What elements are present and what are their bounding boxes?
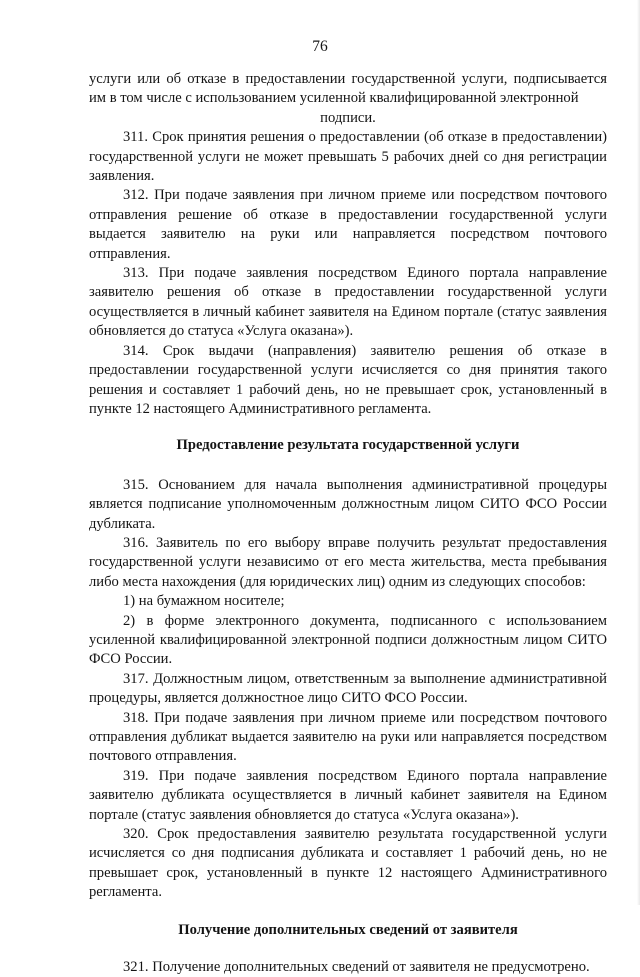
paragraph-311: 311. Срок принятия решения о предоставлении (об отказе в предоставлении) государственной услуги не может превышать 5 рабочих дней со дня регистрации заявления.	[89, 129, 607, 185]
section-result	[89, 476, 607, 903]
paragraph-318: 318. При подаче заявления при личном приеме или посредством почтового отправления дубликат выдается заявителю на руки или направляется посредством почтового отправления.	[89, 709, 607, 765]
section-top	[89, 70, 607, 419]
paragraph-continuation: услуги или об отказе в предоставлении государственной услуги, подписывается им в том числе с использованием усиленной квалифицированной электронной	[89, 71, 607, 107]
paragraph-316-item-2: 2) в форме электронного документа, подписанного с использованием усиленной квалифицированной электронной подписи должностным лицом СИТО ФСО России.	[89, 612, 607, 668]
paragraph-316-item-1: 1) на бумажном носителе;	[123, 593, 285, 610]
paragraph-317: 317. Должностным лицом, ответственным за выполнение административной процедуры, является должностное лицо СИТО ФСО России.	[89, 670, 607, 707]
page-content	[89, 70, 607, 977]
paragraph-315: 315. Основанием для начала выполнения административной процедуры является подписание уполномоченным должностным лицом СИТО ФСО России дубликата.	[89, 476, 607, 532]
page-number: 76	[312, 38, 328, 55]
paragraph-321: 321. Получение дополнительных сведений от заявителя не предусмотрено.	[123, 959, 590, 976]
paragraph-313: 313. При подаче заявления посредством Единого портала направление заявителю решения об отказе в предоставлении государственной услуги осуществляется в личный кабинет заявителя на Едином портале (статус заявления обновляется до статуса «Услуга оказана»).	[89, 265, 607, 340]
paragraph-312: 312. При подаче заявления при личном приеме или посредством почтового отправления решение об отказе в предоставлении государственной услуги выдается заявителю на руки или направляется посредством почтового отправления.	[89, 187, 607, 262]
section-additional-info	[89, 958, 607, 977]
paragraph-continuation-end: подписи.	[320, 109, 376, 126]
paragraph-316: 316. Заявитель по его выбору вправе получить результат предоставления государственной услуги независимо от его места жительства, места пребывания либо места нахождения (для юридических лиц) одним из следующих способов:	[89, 534, 607, 590]
paragraph-320: 320. Срок предоставления заявителю результата государственной услуги исчисляется со дня подписания дубликата и составляет 1 рабочий день, но не превышает срок, установленный в пункте 12 настоящего Административного регламента.	[89, 826, 607, 901]
paragraph-319: 319. При подаче заявления посредством Единого портала направление заявителю дубликата осуществляется в личный кабинет заявителя на Едином портале (статус заявления обновляется до статуса «Услуга оказана»).	[89, 767, 607, 823]
paragraph-314: 314. Срок выдачи (направления) заявителю решения об отказе в предоставлении государственной услуги исчисляется со дня принятия такого решения и составляет 1 рабочий день, но не превышает срок, установленный в пункте 12 настоящего Административного регламента.	[89, 342, 607, 417]
section-heading-result: Предоставление результата государственной услуги	[176, 437, 520, 454]
section-heading-additional-info: Получение дополнительных сведений от заявителя	[178, 921, 518, 938]
